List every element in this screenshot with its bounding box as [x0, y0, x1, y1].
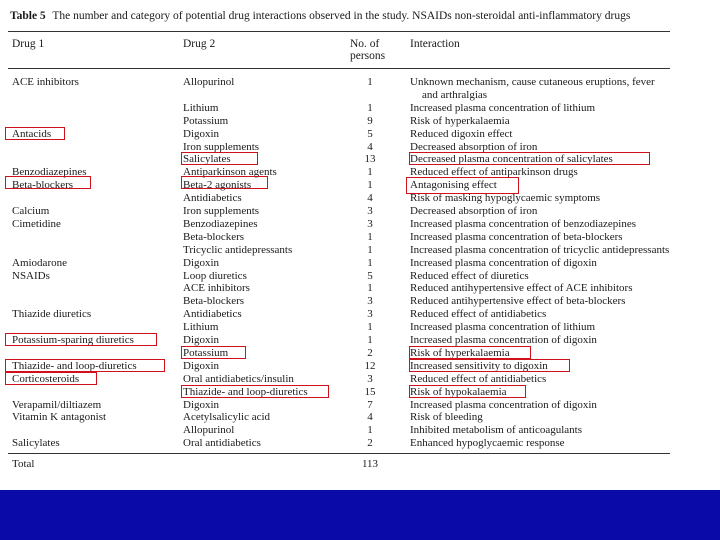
cell-interaction: Decreased absorption of iron [410, 205, 538, 217]
cell-interaction: Enhanced hypoglycaemic response [410, 437, 565, 450]
cell-drug1: Calcium [12, 205, 50, 217]
cell-persons: 3 [367, 205, 373, 217]
cell-interaction: Reduced antihypertensive effect of beta-blockers [410, 295, 626, 308]
cell-drug1: Cimetidine [12, 217, 61, 230]
cell-persons: 2 [367, 437, 373, 450]
cell-drug2: Salicylates [183, 153, 231, 166]
cell-drug1: Potassium-sparing diuretics [12, 334, 134, 346]
cell-drug1: Benzodiazepines [12, 166, 87, 179]
cell-drug1: Verapamil/diltiazem [12, 398, 102, 411]
cell-drug1: Amiodarone [12, 256, 67, 269]
cell-persons: 15 [364, 385, 376, 398]
cell-drug2: Digoxin [183, 359, 220, 372]
cell-interaction: Decreased absorption of iron [410, 140, 538, 153]
cell-interaction: Increased sensitivity to digoxin [410, 359, 548, 372]
cell-interaction: Reduced effect of antidiabetics [410, 372, 547, 385]
cell-drug2: Antiparkinson agents [183, 166, 277, 179]
cell-drug1: Salicylates [12, 437, 60, 450]
cell-persons: 5 [367, 127, 373, 140]
cell-drug1: Thiazide diuretics [12, 308, 92, 321]
cell-drug2: Lithium [183, 101, 219, 114]
cell-interaction: Inhibited metabolism of anticoagulants [410, 424, 582, 437]
cell-persons: 4 [367, 411, 373, 424]
cell-persons: 1 [367, 243, 373, 256]
cell-drug1: Corticosteroids [12, 372, 80, 385]
cell-persons: 1 [367, 282, 373, 295]
cell-interaction: Risk of masking hypoglycaemic symptoms [410, 192, 601, 205]
cell-drug2: Lithium [183, 321, 219, 334]
cell-drug2: Oral antidiabetics/insulin [183, 372, 294, 385]
cell-drug2: ACE inhibitors [183, 282, 250, 295]
cell-interaction: Increased plasma concentration of digoxin [410, 256, 597, 269]
cell-drug1: Thiazide- and loop-diuretics [12, 359, 137, 372]
cell-drug2: Iron supplements [183, 205, 260, 217]
cell-persons: 4 [367, 140, 373, 153]
cell-drug2: Potassium [183, 346, 229, 359]
cell-interaction: Reduced effect of antidiabetics [410, 308, 547, 321]
cell-drug1: NSAIDs [12, 269, 50, 282]
total-value: 113 [361, 458, 379, 470]
cell-drug2: Thiazide- and loop-diuretics [183, 385, 308, 398]
cell-interaction: Increased plasma concentration of digoxin [410, 398, 597, 411]
cell-drug2: Antidiabetics [183, 192, 242, 205]
cell-interaction: Increased plasma concentration of digoxin [410, 334, 597, 346]
cell-drug2: Digoxin [183, 256, 220, 269]
cell-persons: 1 [367, 76, 373, 88]
cell-interaction: and arthralgias [422, 88, 488, 101]
cell-interaction: Increased plasma concentration of tricyclic antidepressants [410, 243, 670, 256]
cell-interaction: Increased plasma concentration of lithium [410, 321, 596, 334]
cell-drug2: Iron supplements [183, 140, 260, 153]
cell-interaction: Increased plasma concentration of benzodiazepines [410, 217, 637, 230]
cell-drug2: Digoxin [183, 127, 220, 140]
cell-persons: 3 [367, 308, 373, 321]
cell-drug1: Antacids [12, 127, 52, 140]
cell-interaction: Reduced antihypertensive effect of ACE inhibitors [410, 282, 633, 295]
cell-persons: 3 [367, 217, 373, 230]
cell-persons: 5 [367, 269, 373, 282]
table-caption-label: Table 5 [10, 10, 46, 22]
cell-interaction: Risk of bleeding [410, 411, 483, 424]
cell-drug1: Beta-blockers [12, 179, 74, 192]
cell-persons: 7 [367, 398, 373, 411]
cell-persons: 1 [367, 166, 373, 179]
cell-interaction: Reduced digoxin effect [410, 127, 513, 140]
cell-persons: 9 [367, 114, 373, 127]
cell-persons: 13 [364, 153, 376, 166]
cell-persons: 1 [367, 101, 373, 114]
cell-interaction: Increased plasma concentration of lithium [410, 101, 596, 114]
cell-persons: 1 [367, 256, 373, 269]
cell-interaction: Risk of hyperkalaemia [410, 346, 510, 359]
cell-persons: 12 [364, 359, 376, 372]
table-caption-text: The number and category of potential drug interactions observed in the study. NSAIDs non-steroidal anti-inflammatory drugs [52, 10, 631, 22]
cell-interaction: Reduced effect of diuretics [410, 269, 529, 282]
cell-drug2: Benzodiazepines [183, 217, 258, 230]
header-rule [8, 68, 670, 69]
cell-drug1: Vitamin K antagonist [12, 411, 107, 424]
cell-persons: 1 [367, 321, 373, 334]
cell-persons: 1 [367, 179, 373, 192]
cell-drug2: Antidiabetics [183, 308, 242, 321]
cell-drug2: Allopurinol [183, 424, 235, 437]
cell-persons: 3 [367, 372, 373, 385]
cell-drug2: Acetylsalicylic acid [183, 411, 271, 424]
footer-bar [0, 490, 720, 540]
cell-persons: 1 [367, 230, 373, 243]
header-persons-line2: persons [350, 50, 386, 62]
table-caption [10, 10, 630, 22]
cell-persons: 3 [367, 295, 373, 308]
top-rule [8, 31, 670, 32]
cell-interaction: Reduced effect of antiparkinson drugs [410, 166, 578, 179]
header-persons-line1: No. of [350, 38, 380, 50]
cell-drug2: Beta-2 agonists [183, 179, 252, 192]
total-label: Total [12, 458, 35, 470]
cell-interaction: Risk of hypokalaemia [410, 385, 507, 398]
total-rule [8, 453, 670, 454]
cell-interaction: Unknown mechanism, cause cutaneous eruptions, fever [410, 76, 655, 88]
cell-drug2: Oral antidiabetics [183, 437, 261, 450]
cell-drug2: Tricyclic antidepressants [183, 243, 293, 256]
cell-interaction: Decreased plasma concentration of salicylates [410, 153, 613, 166]
cell-drug2: Digoxin [183, 398, 220, 411]
header-drug2: Drug 2 [183, 38, 216, 50]
cell-interaction: Antagonising effect [410, 179, 497, 192]
cell-drug2: Beta-blockers [183, 295, 245, 308]
header-drug1: Drug 1 [12, 38, 45, 50]
cell-drug2: Allopurinol [183, 76, 235, 88]
header-interaction: Interaction [410, 38, 460, 50]
cell-persons: 1 [367, 334, 373, 346]
cell-interaction: Increased plasma concentration of beta-blockers [410, 230, 623, 243]
cell-interaction: Risk of hyperkalaemia [410, 114, 510, 127]
cell-drug2: Potassium [183, 114, 229, 127]
cell-drug2: Loop diuretics [183, 269, 247, 282]
cell-persons: 4 [367, 192, 373, 205]
cell-drug2: Beta-blockers [183, 230, 245, 243]
cell-drug1: ACE inhibitors [12, 76, 79, 88]
cell-drug2: Digoxin [183, 334, 220, 346]
cell-persons: 1 [367, 424, 373, 437]
cell-persons: 2 [367, 346, 373, 359]
